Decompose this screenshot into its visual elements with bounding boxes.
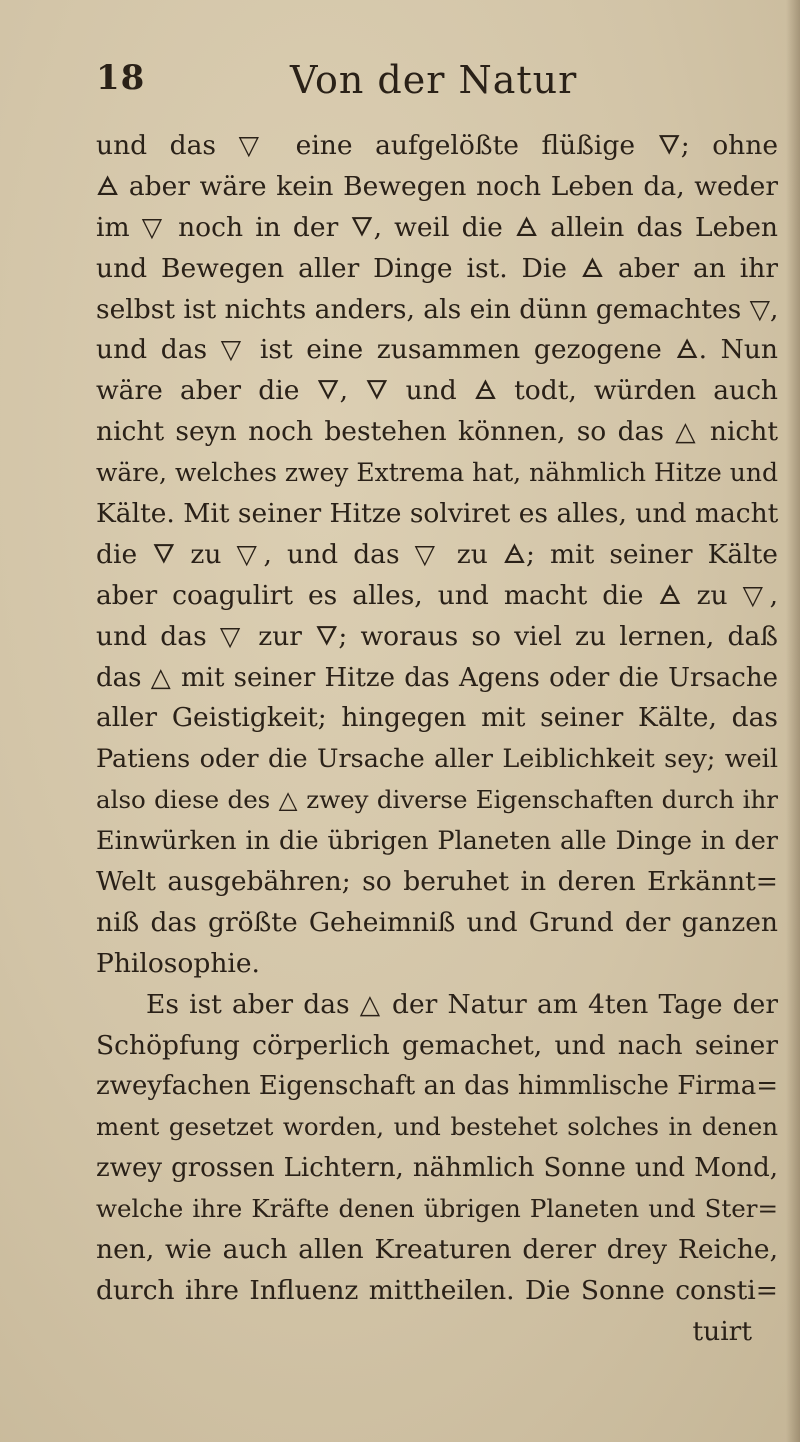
text-line: nicht seyn noch bestehen können, so das △ nicht	[96, 416, 778, 448]
text-line: also diese des △ zwey diverse Eigenschaften durch ihr	[96, 785, 778, 815]
text-line: 🜁 aber wäre kein Bewegen noch Leben da, weder	[96, 170, 778, 202]
text-line: wäre aber die 🜄, 🜄 und 🜁 todt, würden auch	[96, 375, 778, 407]
text-line: wäre, welches zwey Extrema hat, nähmlich Hitze und	[96, 458, 778, 488]
text-line: und das ▽ eine aufgelößte flüßige 🜄; ohne	[96, 130, 778, 161]
body-text	[96, 126, 778, 1353]
page-header	[96, 58, 756, 108]
text-line: welche ihre Kräfte denen übrigen Planeten und Ster=	[96, 1194, 778, 1224]
text-line: Welt ausgebähren; so beruhet in deren Erkännt=	[96, 866, 778, 898]
text-line: ment gesetzet worden, und bestehet solches in denen	[96, 1112, 778, 1142]
text-line: das △ mit seiner Hitze das Agens oder die Ursache	[96, 662, 778, 693]
catchword: tuirt	[692, 1315, 752, 1347]
page-number: 18	[96, 58, 146, 98]
text-line: nen, wie auch allen Kreaturen derer drey Reiche,	[96, 1234, 778, 1266]
paragraph-start-line: Es ist aber das △ der Natur am 4ten Tage der	[146, 988, 778, 1020]
text-line: zwey grossen Lichtern, nähmlich Sonne und Mond,	[96, 1153, 778, 1184]
text-line: die 🜄 zu ▽, und das ▽ zu 🜁; mit seiner Kälte	[96, 538, 778, 570]
running-title: Von der Natur	[290, 58, 578, 102]
text-line: niß das größte Geheimniß und Grund der ganzen	[96, 906, 778, 938]
text-line: und das ▽ ist eine zusammen gezogene 🜁. Nun	[96, 334, 778, 366]
text-line: durch ihre Influenz mittheilen. Die Sonne consti=	[96, 1274, 778, 1306]
text-line: und das ▽ zur 🜄; woraus so viel zu lernen, daß	[96, 620, 778, 652]
text-line: im ▽ noch in der 🜄, weil die 🜁 allein das Leben	[96, 211, 778, 243]
text-line: aller Geistigkeit; hingegen mit seiner Kälte, das	[96, 702, 778, 734]
paragraph-end-line: Philosophie.	[96, 947, 260, 979]
text-line: aber coagulirt es alles, und macht die 🜁 zu ▽,	[96, 579, 778, 611]
text-line: selbst ist nichts anders, als ein dünn gemachtes ▽,	[96, 293, 778, 325]
text-line: Kälte. Mit seiner Hitze solviret es alles, und macht	[96, 498, 778, 530]
page-edge-shadow	[786, 0, 800, 1442]
text-line: Einwürken in die übrigen Planeten alle Dinge in der	[96, 826, 778, 857]
text-line: und Bewegen aller Dinge ist. Die 🜁 aber an ihr	[96, 252, 778, 284]
text-line: Patiens oder die Ursache aller Leiblichkeit sey; weil	[96, 744, 778, 775]
text-line: Schöpfung cörperlich gemachet, und nach seiner	[96, 1029, 778, 1061]
text-line: zweyfachen Eigenschaft an das himmlische Firma=	[96, 1071, 778, 1102]
